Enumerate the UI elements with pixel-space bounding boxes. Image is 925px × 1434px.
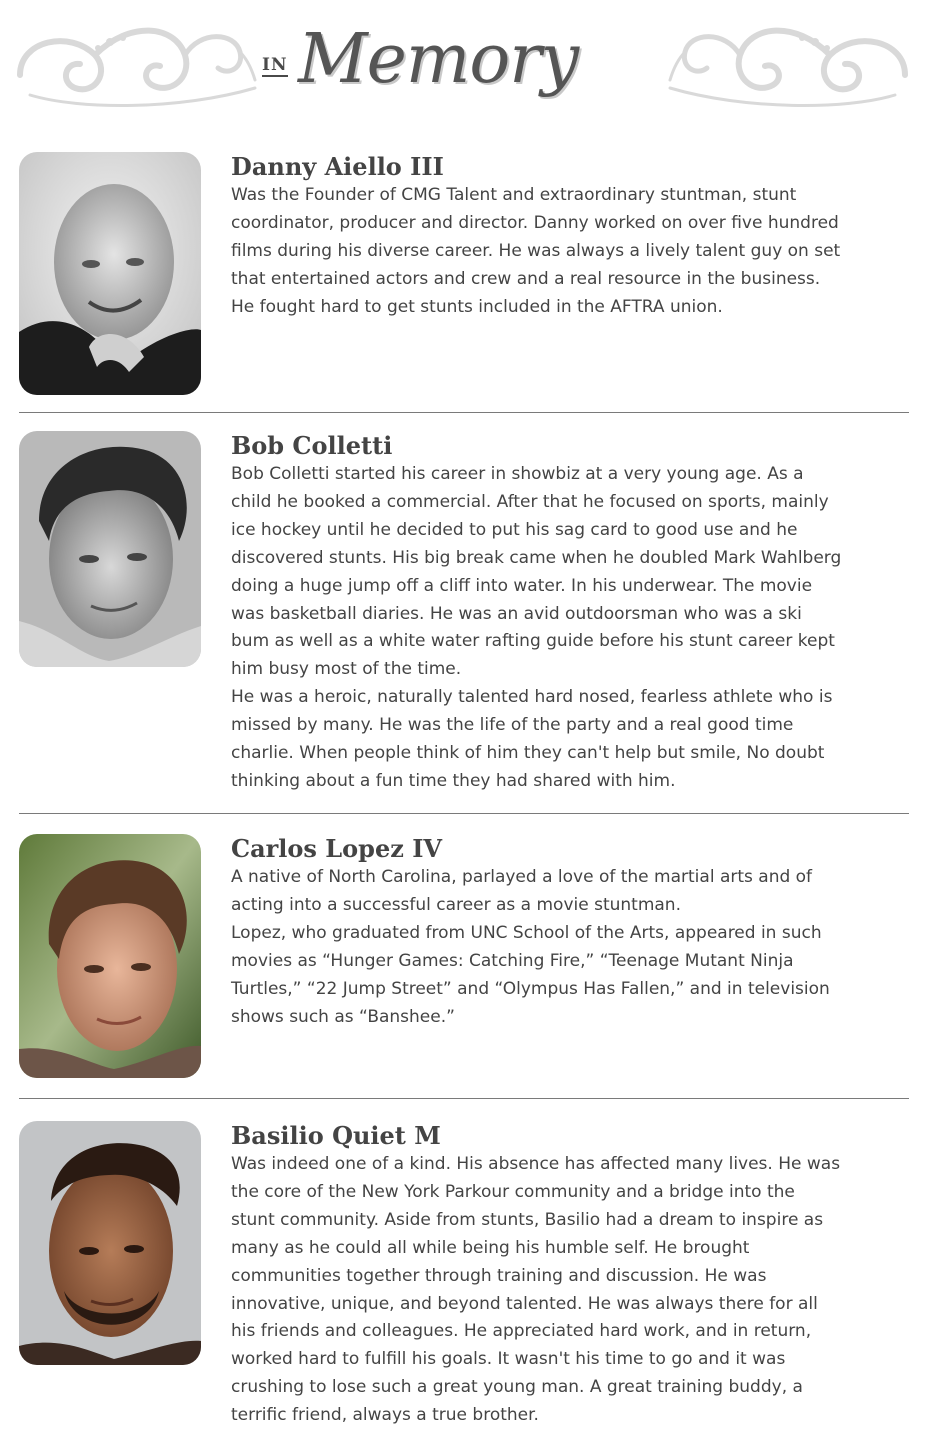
entry-bio: A native of North Carolina, parlayed a love of the martial arts and of acting into a successful career as a movie stuntman. xyxy=(231,867,813,915)
portrait-photo xyxy=(19,431,201,667)
entry-bio: Lopez, who graduated from UNC School of the Arts, appeared in such movies as “Hunger Games: Catching Fire,” “Teenage Mutant Ninja Turtles,” “22 Jump Street” and “Olympus Has Fallen,” and in television shows such as “Banshee.” xyxy=(231,922,830,1027)
entry-name: Carlos Lopez IV xyxy=(231,834,443,863)
entry-bio: Bob Colletti started his career in showbiz at a very young age. As a child he booked a commercial. After that he focused on sports, mainly ice hockey until he decided to put his sag card to good use and he discovered stunts. His big break came when he doubled Mark Wahlberg doing a huge jump off a cliff into water. In his underwear. The movie was basketball diaries. He was an avid outdoorsman who was a ski bum as well as a white water rafting guide before his stunt career kept him busy most of the time. xyxy=(231,464,842,680)
entry-bio: Was the Founder of CMG Talent and extraordinary stuntman, stunt coordinator, producer and director. Danny worked on over five hundred films during his diverse career. He was always a lively talent guy on set that entertained actors and crew and a real resource in the business. He fought hard to get stunts included in the AFTRA union. xyxy=(231,185,841,317)
divider xyxy=(19,1098,909,1099)
entry-bio: He was a heroic, naturally talented hard nosed, fearless athlete who is missed by many. He was the life of the party and a real good time charlie. When people think of him they can't help but smile, No doubt thinking about a fun time they had shared with him. xyxy=(231,687,833,791)
entry-name: Bob Colletti xyxy=(231,431,393,460)
portrait-photo xyxy=(19,1121,201,1365)
entry-content xyxy=(231,834,901,1031)
divider xyxy=(19,813,909,814)
title-prefix: IN xyxy=(262,55,288,75)
entry-content xyxy=(231,431,901,796)
entry-name: Danny Aiello III xyxy=(231,152,444,181)
portrait-photo xyxy=(19,834,201,1078)
entry-content xyxy=(231,1121,901,1430)
entry-content xyxy=(231,152,901,322)
portrait-photo xyxy=(19,152,201,395)
memorial-header xyxy=(0,0,925,135)
entry-name: Basilio Quiet M xyxy=(231,1121,441,1150)
divider xyxy=(19,412,909,413)
entry-bio: Was indeed one of a kind. His absence has affected many lives. He was the core of the New York Parkour community and a bridge into the stunt community. Aside from stunts, Basilio had a dream to inspire as many as he could all while being his humble self. He brought communities together through training and discussion. He was innovative, unique, and beyond talented. He was always there for all his friends and colleagues. He appreciated hard work, and in return, worked hard to fulfill his goals. It wasn't his time to go and it was crushing to lose such a great young man. A great training buddy, a terrific friend, always a true brother. xyxy=(231,1154,841,1426)
title-main: Memory xyxy=(298,20,579,99)
